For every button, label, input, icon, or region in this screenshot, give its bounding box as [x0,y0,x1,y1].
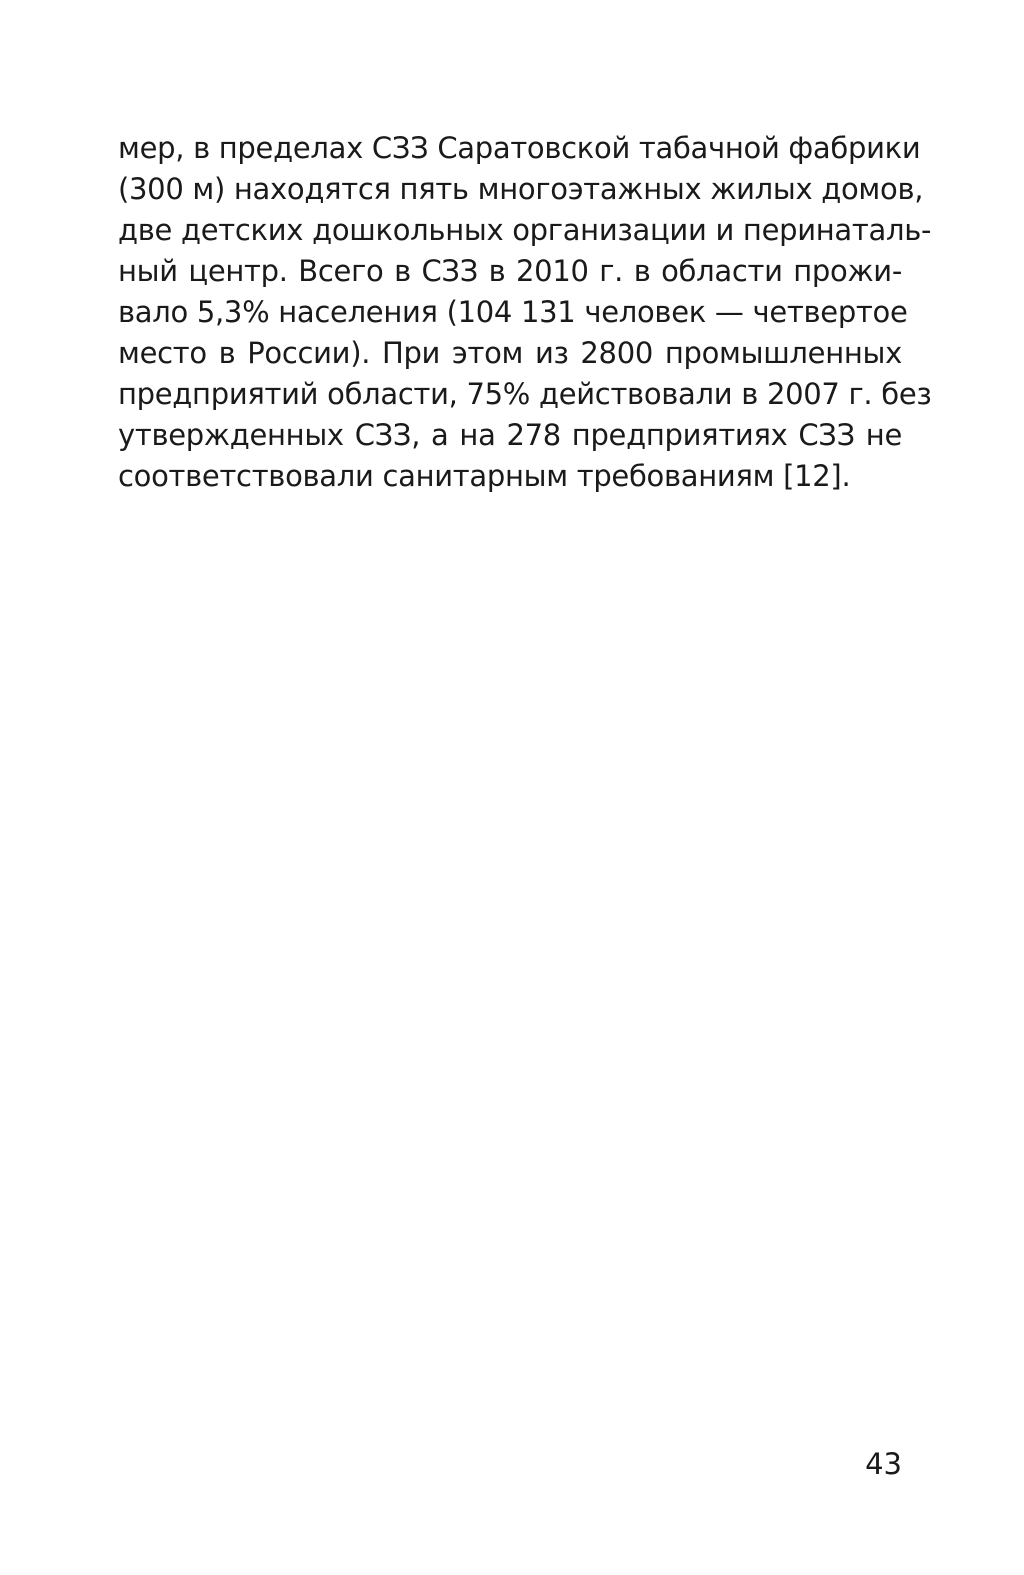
text-line: предприятий области, 75% действовали в 2007 г. без [118,377,932,411]
text-line: место в России). При этом из 2800 промышленных [118,336,902,370]
text-line: мер, в пределах СЗЗ Саратовской табачной фабрики [118,131,921,165]
page-number: 43 [865,1447,902,1481]
text-line: ный центр. Всего в СЗЗ в 2010 г. в области прожи- [118,254,902,288]
text-line: утвержденных СЗЗ, а на 278 предприятиях СЗЗ не [118,418,902,452]
text-line: соответствовали санитарным требованиям [12]. [118,459,851,493]
text-line: две детских дошкольных организации и перинаталь- [118,213,932,247]
text-line: (300 м) находятся пять многоэтажных жилых домов, [118,172,924,206]
text-line: вало 5,3% населения (104 131 человек — четвертое [118,295,908,329]
body-paragraph [118,128,932,497]
